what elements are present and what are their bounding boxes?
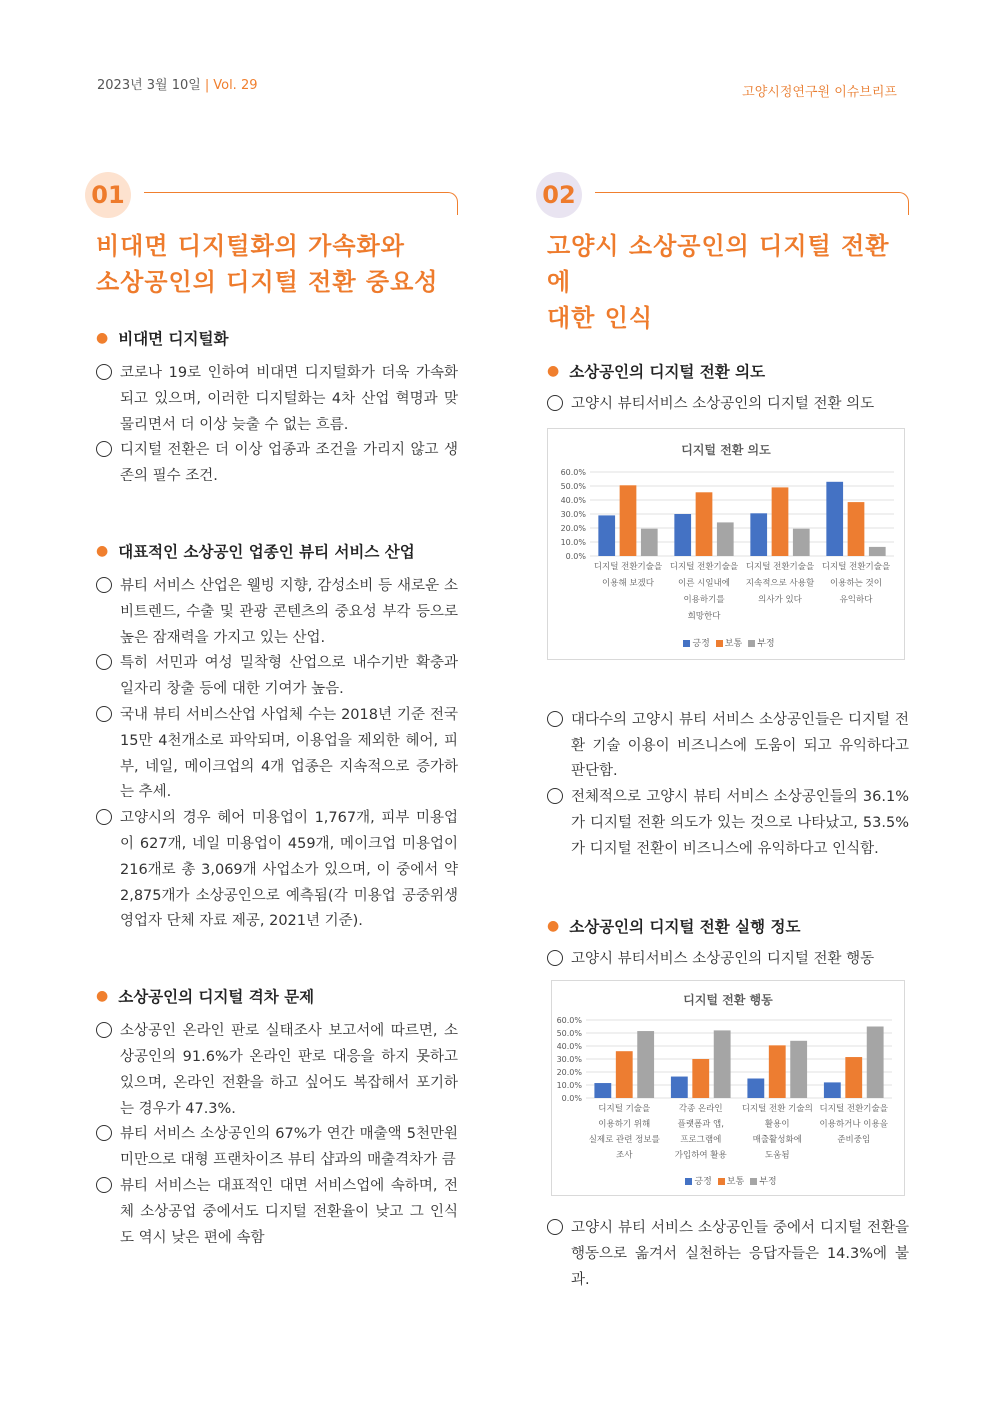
bar-부정 [867,1027,884,1099]
category-label: 이른 시일내에 [678,578,730,589]
circle-bullet-icon [547,788,563,804]
section-number-02: 02 [536,172,582,218]
legend-label: 긍정 [692,638,710,649]
publisher-name: 고양시정연구원 이슈브리프 [742,85,897,100]
chart-legend [552,1174,904,1187]
circle-bullet-icon [96,1022,112,1038]
bar-보통 [692,1059,709,1098]
bar-긍정 [747,1079,764,1099]
circle-bullet-icon [96,1177,112,1193]
subsection-heading: 대표적인 소상공인 업종인 뷰티 서비스 산업 [118,542,415,561]
bar-부정 [793,528,810,555]
category-label: 디지털 기술을 [598,1104,651,1115]
section-number-01: 01 [85,172,131,218]
circle-bullet-icon [96,809,112,825]
y-tick-label: 10.0% [556,1081,582,1091]
category-label: 희망한다 [687,611,721,622]
section-01-header [91,170,458,218]
bar-보통 [696,492,713,556]
category-label: 활용이 [764,1119,790,1130]
list-item: 국내 뷰티 서비스산업 사업체 수는 2018년 기준 전국 15만 4천개소로 파악되며, 이용업을 제외한 헤어, 피부, 네일, 메이크업의 4개 업종은 지속적으로 증가하는 추세. [96,703,458,806]
bar-긍정 [824,1083,841,1099]
bullet-dot: ● [96,542,109,559]
issue-date-volume [97,74,258,93]
y-tick-label: 20.0% [556,1068,582,1078]
y-tick-label: 20.0% [560,523,586,533]
circle-bullet-icon [547,1219,563,1235]
y-tick-label: 50.0% [556,1029,582,1039]
circle-bullet-icon [96,441,112,457]
circle-bullet-icon [96,364,112,380]
circle-bullet-icon [547,950,563,966]
list-item: 고양시 뷰티서비스 소상공인의 디지털 전환 행동 [547,947,909,973]
category-label: 이용해 보겠다 [602,578,654,589]
bar-긍정 [671,1077,688,1098]
bar-보통 [845,1057,862,1098]
bullet-dot: ● [96,988,109,1005]
legend-label: 보통 [724,638,743,649]
category-label: 각종 온라인 [678,1104,723,1115]
chart-intent [547,428,905,660]
category-label: 이용하는 것이 [830,578,882,589]
legend-swatch [718,1178,725,1185]
chart-legend [548,636,904,649]
bar-긍정 [594,1083,611,1098]
bullet-list [96,574,458,935]
legend-swatch [685,1178,692,1185]
list-item: 대다수의 고양시 뷰티 서비스 소상공인들은 디지털 전환 기술 이용이 비즈니스에 도움이 되고 유익하다고 판단함. [547,708,909,785]
section-02 [542,170,909,1294]
legend-swatch [716,640,723,647]
category-label: 조사 [616,1150,633,1161]
legend-label: 보통 [726,1177,745,1188]
subsection-intent [547,360,909,863]
legend-label: 부정 [759,1177,777,1188]
bullet-list [547,947,909,973]
legend-swatch [683,640,690,647]
category-label: 이용하기를 [683,594,725,605]
title-line-2: 대한 인식 [547,304,654,332]
circle-bullet-icon [96,1125,112,1141]
y-tick-label: 30.0% [560,509,586,519]
bar-부정 [869,547,886,556]
category-label: 디지털 전환기술을 [821,561,891,572]
list-item: 뷰티 서비스 소상공인의 67%가 연간 매출액 5천만원 미만으로 대형 프랜차이즈 뷰티 샵과의 매출격차가 큼 [96,1122,458,1174]
circle-bullet-icon [96,654,112,670]
subsection-heading: 소상공인의 디지털 전환 의도 [569,363,766,381]
bullet-list [547,392,909,418]
list-item: 디지털 전환은 더 이상 업종과 조건을 가리지 않고 생존의 필수 조건. [96,438,458,490]
category-label: 디지털 전환기술을 [745,561,815,572]
category-label: 가입하여 활용 [674,1150,727,1161]
bar-보통 [769,1046,786,1099]
volume-label: Vol. 29 [213,78,258,93]
circle-bullet-icon [547,395,563,411]
bar-부정 [790,1041,807,1098]
section-01-title [96,228,458,300]
y-tick-label: 60.0% [560,467,586,477]
title-line-2: 소상공인의 디지털 전환 중요성 [96,268,439,296]
circle-bullet-icon [547,711,563,727]
chart-svg [548,429,904,659]
bar-부정 [641,528,658,555]
section-02-header [542,170,909,218]
bar-보통 [620,485,637,556]
list-item: 전체적으로 고양시 뷰티 서비스 소상공인들의 36.1%가 디지털 전환 의도가 있는 것으로 나타났고, 53.5%가 디지털 전환이 비즈니스에 유익하다고 인식함. [547,785,909,862]
y-tick-label: 0.0% [565,551,586,561]
y-tick-label: 50.0% [560,481,586,491]
list-item: 소상공인 온라인 판로 실태조사 보고서에 따르면, 소상공인의 91.6%가 온라인 판로 대응을 하지 못하고 있으며, 온라인 전환을 하고 싶어도 복잡해서 포기하는 경우가 47.3%. [96,1019,458,1122]
subsection-heading: 소상공인의 디지털 전환 실행 정도 [569,917,801,936]
legend-swatch [750,1178,757,1185]
chart-action [551,980,905,1196]
bar-보통 [616,1052,633,1099]
title-line-1: 비대면 디지털화의 가속화와 [96,232,405,260]
chart-title: 디지털 전환 의도 [681,442,771,457]
bar-긍정 [674,514,691,556]
category-label: 이용하기 위해 [598,1119,651,1130]
category-label: 디지털 전환기술을 [819,1104,888,1115]
y-tick-label: 60.0% [556,1016,582,1026]
bullet-list [547,708,909,863]
legend-label: 부정 [757,638,775,649]
bar-보통 [848,502,865,556]
subsection-beauty-industry [96,540,458,935]
circle-bullet-icon [96,577,112,593]
category-label: 도움됨 [764,1150,790,1161]
y-tick-label: 40.0% [556,1042,582,1052]
bar-보통 [772,487,789,556]
category-label: 디지털 전환기술을 [669,561,739,572]
header-rule [144,192,458,215]
bullet-list [96,361,458,490]
y-tick-label: 40.0% [560,495,586,505]
bar-긍정 [750,513,767,556]
section-01 [91,170,458,1251]
list-item: 뷰티 서비스 산업은 웰빙 지향, 감성소비 등 새로운 소비트렌드, 수출 및 관광 콘텐츠의 중요성 부각 등으로 높은 잠재력을 가지고 있는 산업. [96,574,458,651]
bar-부정 [714,1031,731,1099]
bar-긍정 [598,515,615,556]
section-02-title [547,228,909,336]
circle-bullet-icon [96,706,112,722]
list-item: 고양시 뷰티 서비스 소상공인들 중에서 디지털 전환을 행동으로 옮겨서 실천하는 응답자들은 14.3%에 불과. [547,1216,909,1293]
category-label: 유익하다 [839,594,873,605]
legend-label: 긍정 [694,1177,712,1188]
list-item: 특히 서민과 여성 밀착형 산업으로 내수기반 확충과 일자리 창출 등에 대한 기여가 높음. [96,651,458,703]
subsection-heading: 비대면 디지털화 [118,330,229,348]
subsection-heading: 소상공인의 디지털 격차 문제 [118,988,315,1007]
category-label: 디지털 전환 기술의 [741,1104,813,1115]
title-line-1: 고양시 소상공인의 디지털 전환에 [547,232,890,296]
category-label: 준비중임 [837,1135,871,1146]
bar-부정 [637,1031,654,1098]
bullet-list [547,1216,909,1293]
list-item: 뷰티 서비스는 대표적인 대면 서비스업에 속하며, 전체 소상공업 중에서도 디지털 전환율이 낮고 그 인식도 역시 낮은 편에 속함 [96,1174,458,1251]
subsection-untact [96,327,458,490]
chart-title: 디지털 전환 행동 [683,993,773,1008]
list-item: 코로나 19로 인하여 비대면 디지털화가 더욱 가속화되고 있으며, 이러한 디지털화는 4차 산업 혁명과 맞물리면서 더 이상 늦출 수 없는 흐름. [96,361,458,438]
bullet-dot: ● [547,363,560,379]
category-label: 의사가 있다 [758,594,802,605]
bullet-dot: ● [96,330,109,346]
y-tick-label: 30.0% [556,1055,582,1065]
category-label: 플랫폼과 앱, [677,1119,724,1130]
y-tick-label: 0.0% [561,1094,582,1104]
list-item: 고양시 뷰티서비스 소상공인의 디지털 전환 의도 [547,392,909,418]
category-label: 이용하거나 이용을 [819,1119,888,1130]
category-label: 프로그램에 [680,1135,722,1146]
header-separator: | [204,78,210,93]
bullet-list [96,1019,458,1251]
chart-svg [552,981,904,1195]
bar-부정 [717,522,734,556]
category-label: 실제로 관련 정보를 [588,1135,660,1146]
issue-date: 2023년 3월 10일 [97,78,201,93]
category-label: 디지털 전환기술을 [593,561,663,572]
y-tick-label: 10.0% [560,537,586,547]
header-rule [595,192,909,215]
subsection-digital-gap [96,985,458,1251]
bullet-dot: ● [547,917,560,934]
bar-긍정 [826,482,843,556]
legend-swatch [748,640,755,647]
subsection-action [547,915,909,1294]
category-label: 지속적으로 사용할 [745,578,815,589]
category-label: 매출활성화에 [752,1135,802,1146]
list-item: 고양시의 경우 헤어 미용업이 1,767개, 피부 미용업이 627개, 네일 미용업이 459개, 메이크업 미용업이 216개로 총 3,069개 사업소가 있으며, 이 중에서 약 2,875개가 소상공인으로 예측됨(각 미용업 공중위생 영업자 단체 자료 제공, 2021년 기준). [96,806,458,935]
